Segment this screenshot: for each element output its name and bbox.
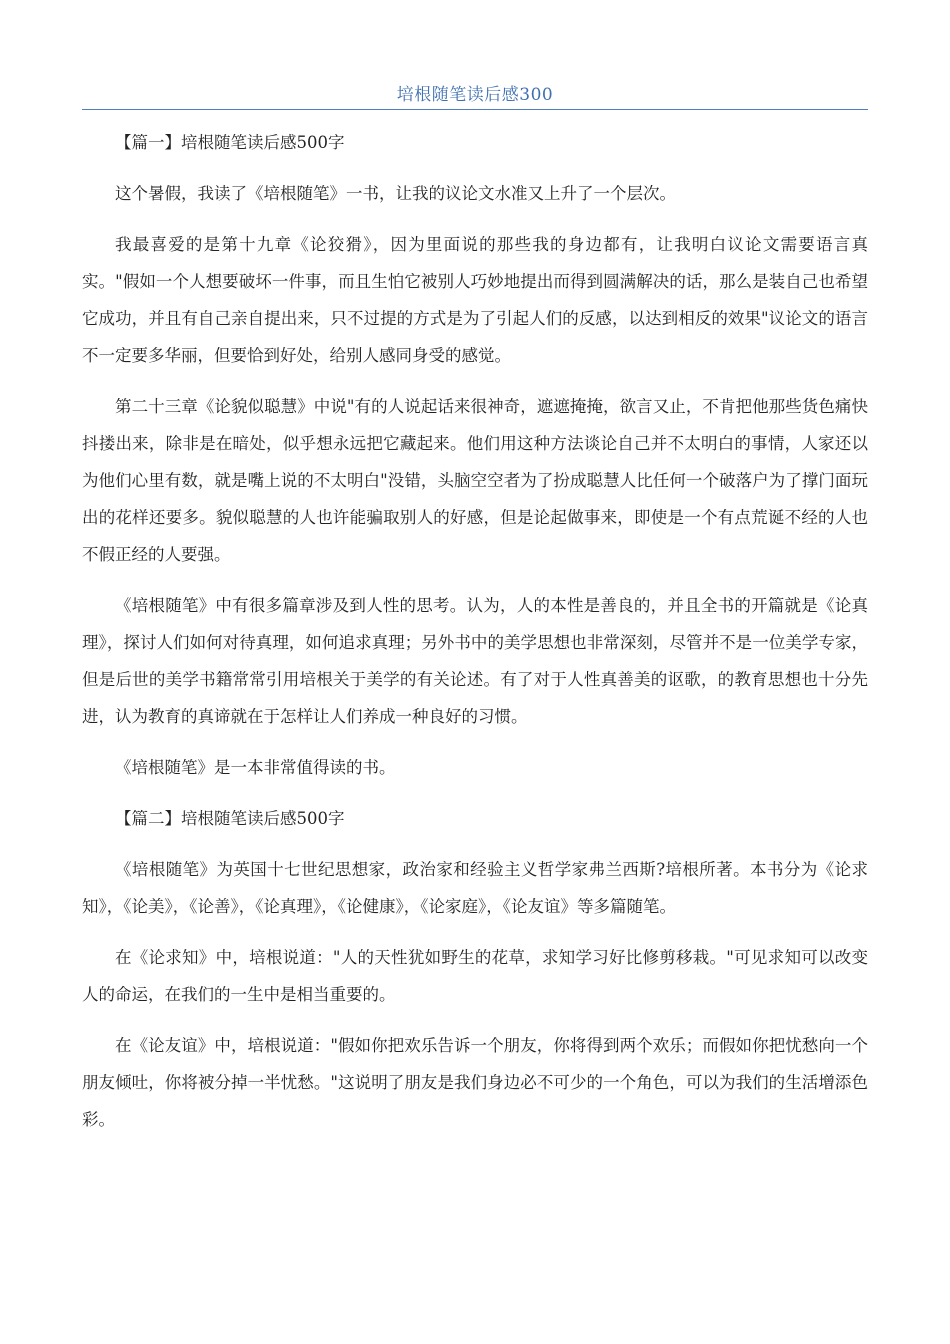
document-header xyxy=(82,82,868,110)
paragraph: 在《论求知》中，培根说道："人的天性犹如野生的花草，求知学习好比修剪移栽。"可见求知可以改变人的命运，在我们的一生中是相当重要的。 xyxy=(82,948,868,1004)
paragraph: 我最喜爱的是第十九章《论狡猾》，因为里面说的那些我的身边都有，让我明白议论文需要语言真实。"假如一个人想要破坏一件事，而且生怕它被别人巧妙地提出而得到圆满解决的话，那么是装自己也希望它成功，并且有自己亲自提出来，只不过提的方式是为了引起人们的反感，以达到相反的效果"议论文的语言不一定要多华丽，但要恰到好处，给别人感同身受的感觉。 xyxy=(82,235,868,365)
paragraph: 《培根随笔》是一本非常值得读的书。 xyxy=(115,758,396,777)
document-title: 培根随笔读后感300 xyxy=(396,85,554,105)
section-heading-1: 【篇一】培根随笔读后感500字 xyxy=(115,133,345,152)
paragraph: 第二十三章《论貌似聪慧》中说"有的人说起话来很神奇，遮遮掩掩，欲言又止，不肯把他那些货色痛快抖搂出来，除非是在暗处，似乎想永远把它藏起来。他们用这种方法谈论自己并不太明白的事情，人家还以为他们心里有数，就是嘴上说的不太明白"没错，头脑空空者为了扮成聪慧人比任何一个破落户为了撑门面玩出的花样还要多。貌似聪慧的人也许能骗取别人的好感，但是论起做事来，即使是一个有点荒诞不经的人也不假正经的人要强。 xyxy=(82,397,868,564)
document-body xyxy=(82,124,868,1152)
paragraph: 在《论友谊》中，培根说道："假如你把欢乐告诉一个朋友，你将得到两个欢乐；而假如你把忧愁向一个朋友倾吐，你将被分掉一半忧愁。"这说明了朋友是我们身边必不可少的一个角色，可以为我们的生活增添色彩。 xyxy=(82,1036,868,1129)
paragraph: 《培根随笔》中有很多篇章涉及到人性的思考。认为，人的本性是善良的，并且全书的开篇就是《论真理》，探讨人们如何对待真理，如何追求真理；另外书中的美学思想也非常深刻，尽管并不是一位美学专家，但是后世的美学书籍常常引用培根关于美学的有关论述。有了对于人性真善美的讴歌，的教育思想也十分先进，认为教育的真谛就在于怎样让人们养成一种良好的习惯。 xyxy=(82,596,868,726)
paragraph: 这个暑假，我读了《培根随笔》一书，让我的议论文水准又上升了一个层次。 xyxy=(115,184,676,203)
paragraph: 《培根随笔》为英国十七世纪思想家，政治家和经验主义哲学家弗兰西斯?培根所著。本书分为《论求知》，《论美》，《论善》，《论真理》，《论健康》，《论家庭》，《论友谊》等多篇随笔。 xyxy=(82,860,868,916)
section-heading-2: 【篇二】培根随笔读后感500字 xyxy=(115,809,345,828)
